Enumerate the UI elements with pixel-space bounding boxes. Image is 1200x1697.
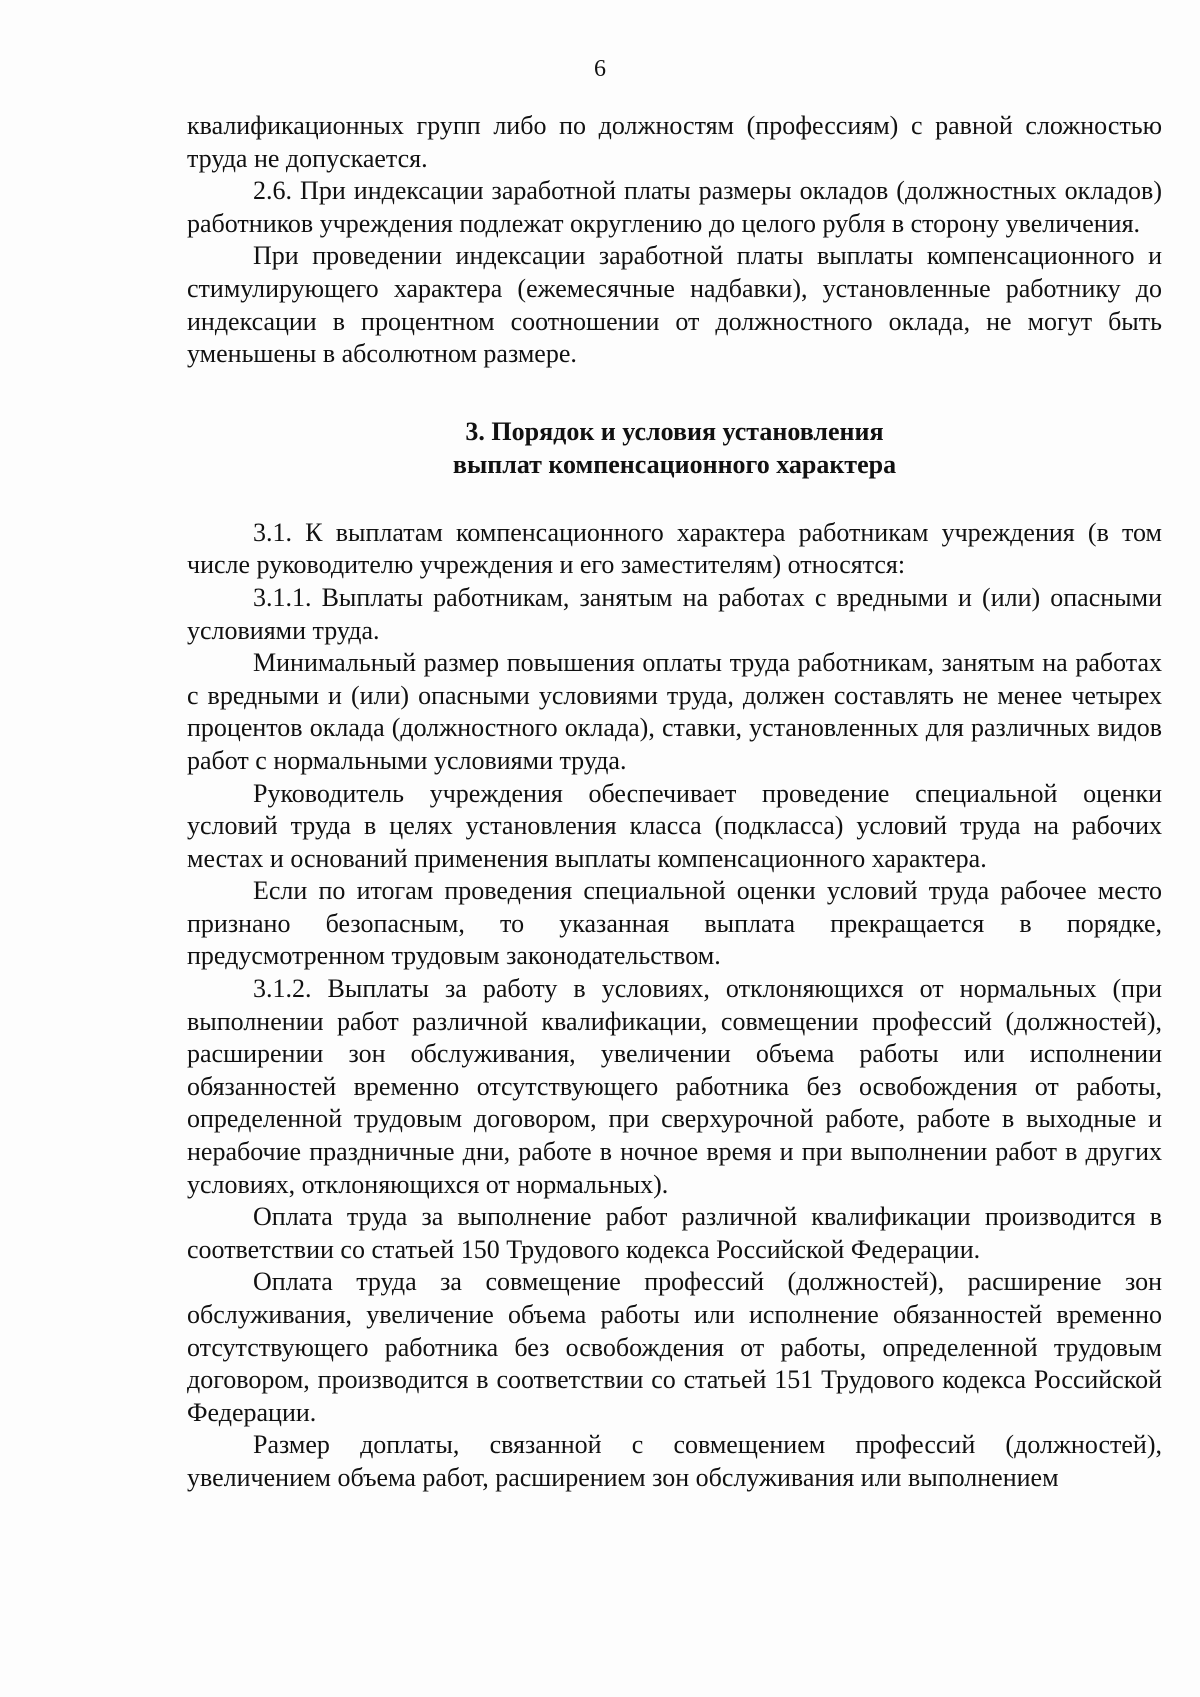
paragraph-3-1-1: 3.1.1. Выплаты работникам, занятым на работах с вредными и (или) опасными условиями труда. [187,582,1162,645]
paragraph-safe-workplace: Если по итогам проведения специальной оценки условий труда рабочее место признано безопасным, то указанная выплата прекращается в порядке, предусмотренном трудовым законодательством. [187,876,1162,971]
paragraph-minimum-raise: Минимальный размер повышения оплаты труда работникам, занятым на работах с вредными и (или) опасными условиями труда, должен составлять не менее четырех процентов оклада (должностного оклада), ставки, установленных для различных видов работ с нормальными условиями труда. [187,648,1162,775]
paragraph-article-150: Оплата труда за выполнение работ различной квалификации производится в соответствии со статьей 150 Трудового кодекса Российской Федерации. [187,1202,1162,1264]
section-heading-line-1: 3. Порядок и условия установления [465,416,884,446]
page-number: 6 [594,56,606,82]
paragraph-special-assessment: Руководитель учреждения обеспечивает проведение специальной оценки условий труда в целях установления класса (подкласса) условий труда на рабочих местах и оснований применения выплаты компенсационного характера. [187,778,1162,873]
paragraph-article-151: Оплата труда за совмещение профессий (должностей), расширение зон обслуживания, увеличение объема работы или исполнение обязанностей временно отсутствующего работника без освобождения от работы, определенной трудовым договором, производится в соответствии со статьей 151 Трудового кодекса Российской Федерации. [187,1267,1162,1427]
paragraph-3-1: 3.1. К выплатам компенсационного характера работникам учреждения (в том числе руководителю учреждения и его заместителям) относятся: [187,517,1162,580]
paragraph-2-6: 2.6. При индексации заработной платы размеры окладов (должностных окладов) работников учреждения подлежат округлению до целого рубля в сторону увеличения. [187,176,1162,238]
section-heading [187,415,1162,481]
section-heading-line-2: выплат компенсационного характера [452,449,897,479]
paragraph-indexation: При проведении индексации заработной платы выплаты компенсационного и стимулирующего характера (ежемесячные надбавки), установленные работнику до индексации в процентном соотношении от должностного оклада, не могут быть уменьшены в абсолютном размере. [187,241,1162,369]
document-body [187,110,1162,1495]
paragraph-surcharge-size: Размер доплаты, связанной с совмещением профессий (должностей), увеличением объема работ, расширением зон обслуживания или выполнением [187,1430,1162,1492]
paragraph-continuation: квалификационных групп либо по должностям (профессиям) с равной сложностью труда не допускается. [187,111,1162,173]
paragraph-3-1-2: 3.1.2. Выплаты за работу в условиях, отклоняющихся от нормальных (при выполнении работ различной квалификации, совмещении профессий (должностей), расширении зон обслуживания, увеличении объема работы или исполнении обязанностей временно отсутствующего работника без освобождения от работы, определенной трудовым договором, при сверхурочной работе, работе в выходные и нерабочие праздничные дни, работе в ночное время и при выполнении работ в других условиях, отклоняющихся от нормальных). [187,974,1162,1199]
